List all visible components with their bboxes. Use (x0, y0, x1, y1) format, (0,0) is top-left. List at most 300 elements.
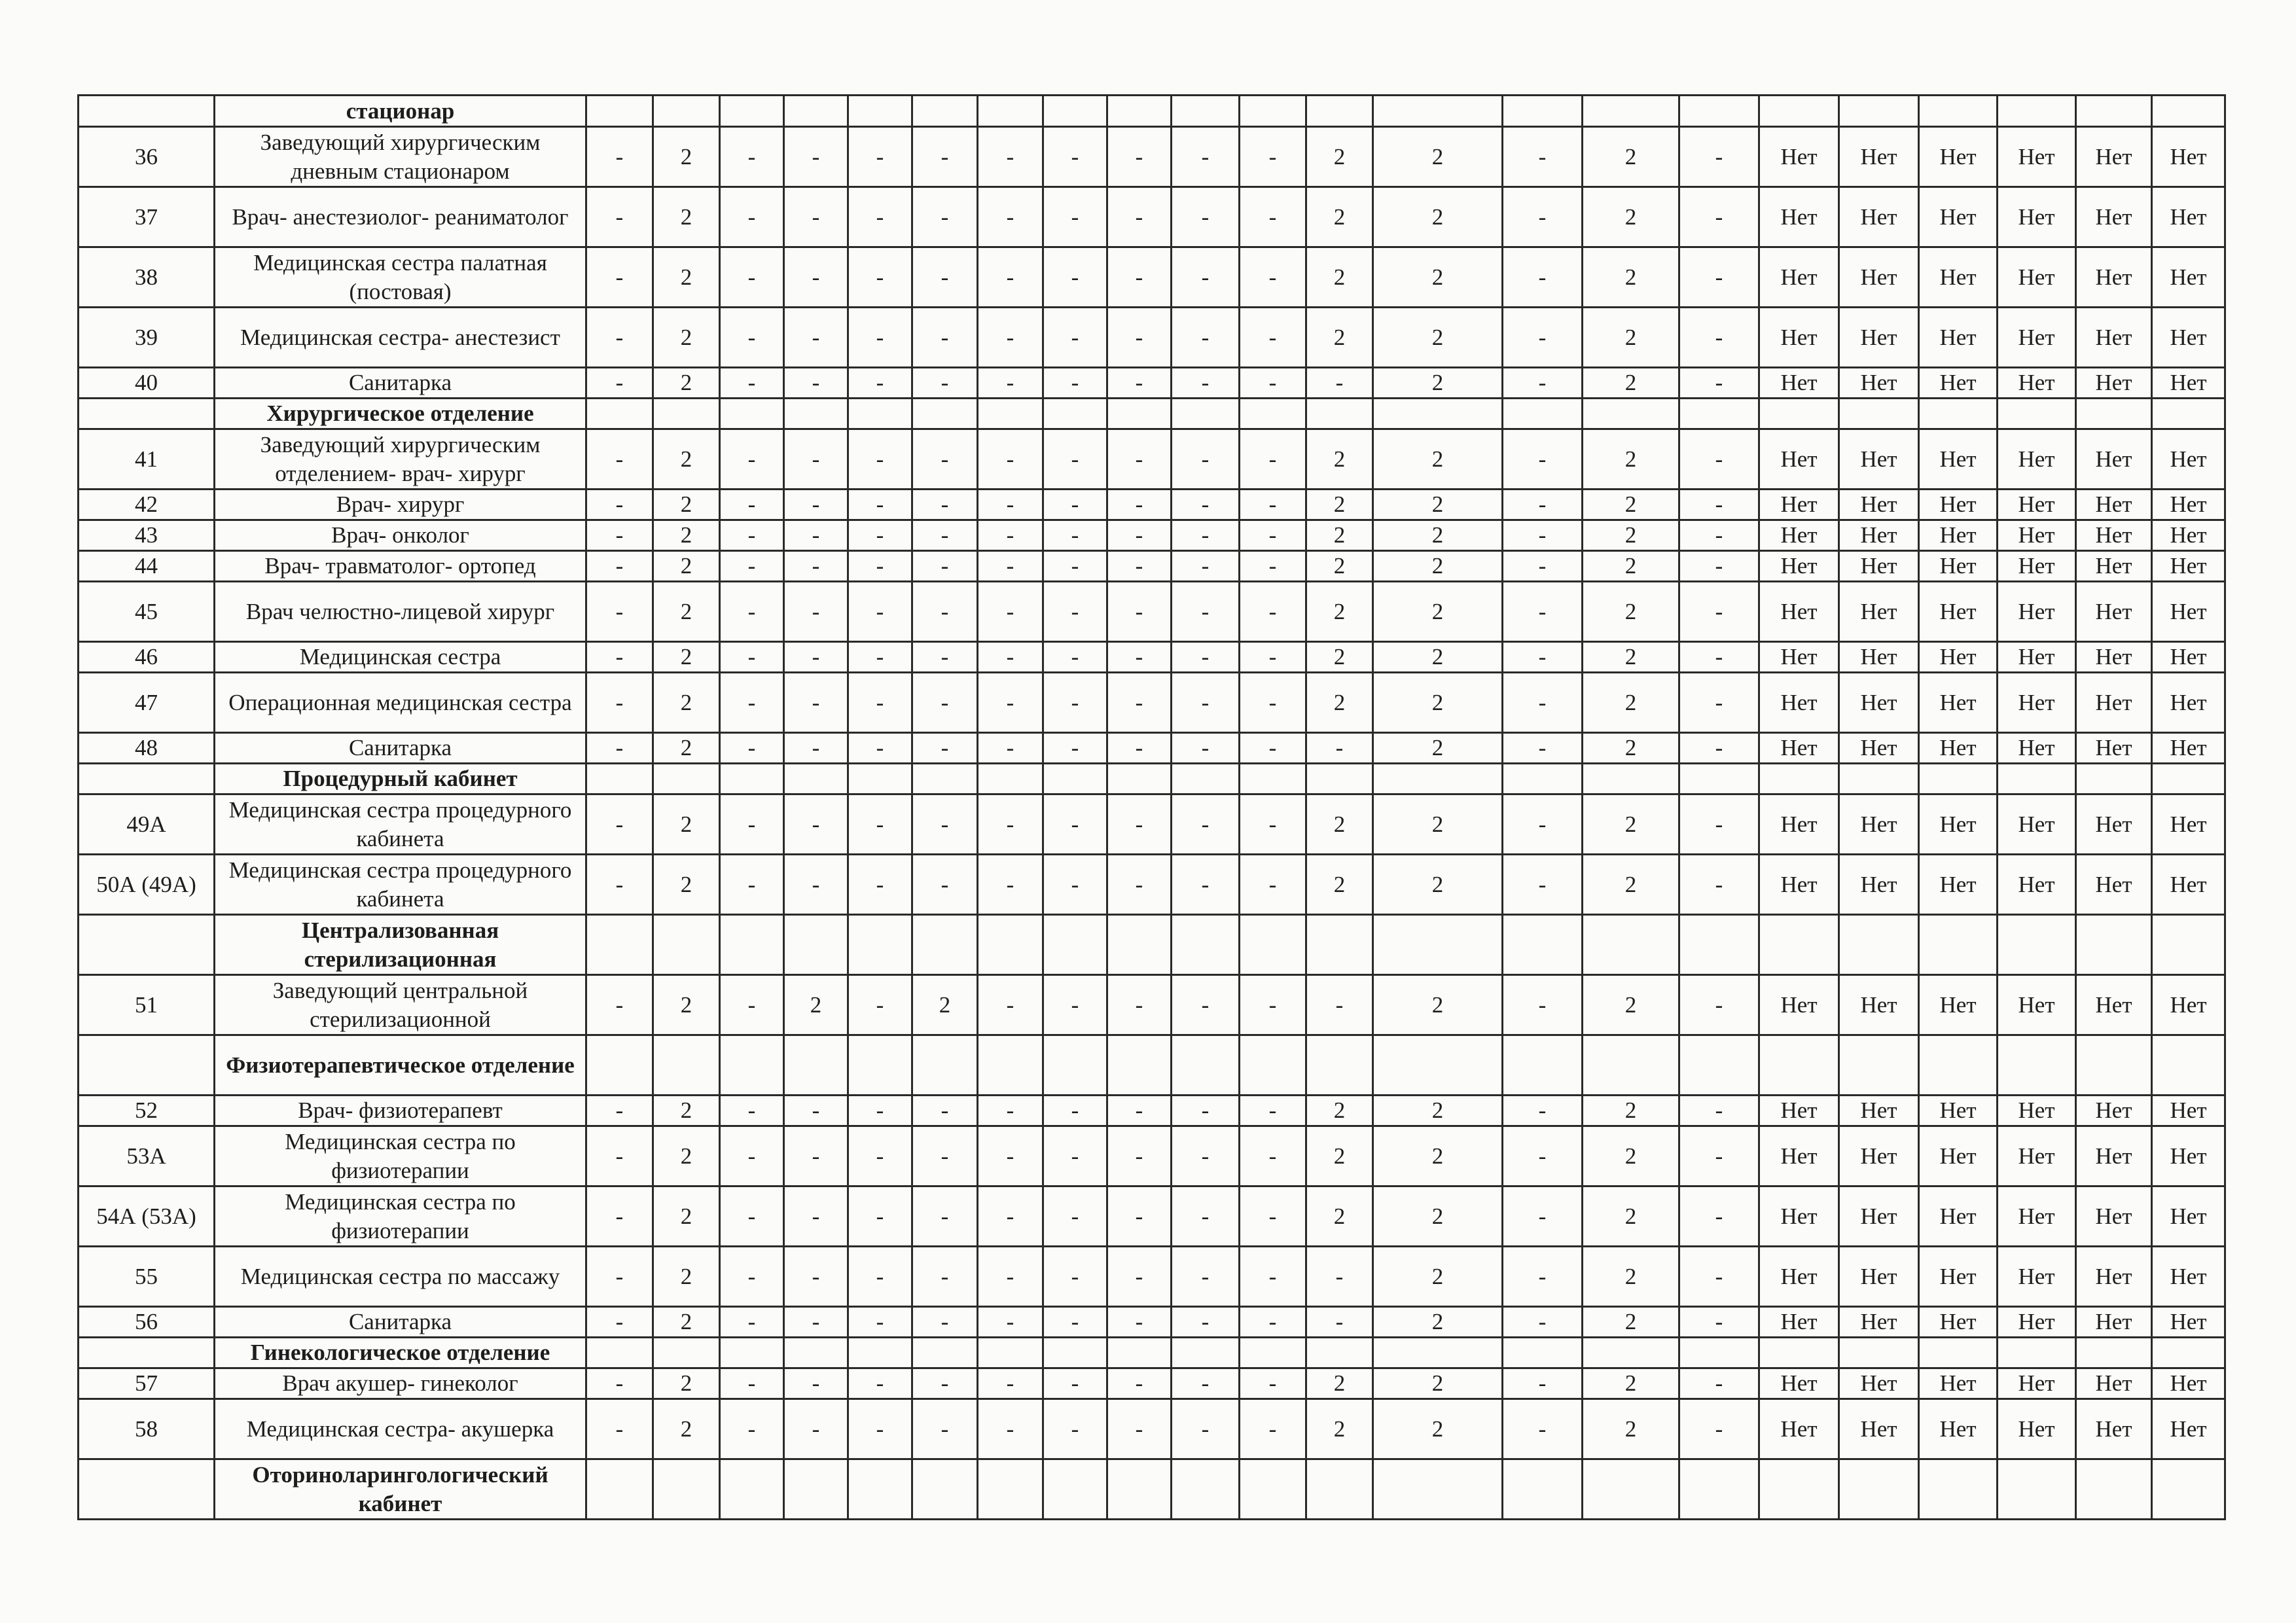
value-cell: - (1172, 582, 1240, 642)
value-cell: 2 (653, 1307, 720, 1338)
value-cell: Нет (1759, 429, 1839, 490)
value-cell: Нет (1998, 429, 2076, 490)
value-cell: - (1107, 642, 1172, 673)
value-cell: - (1043, 673, 1107, 733)
value-cell: - (720, 247, 784, 308)
value-cell: - (912, 490, 978, 520)
value-cell (1306, 1338, 1373, 1368)
value-cell: Нет (2152, 368, 2225, 399)
row-number: 37 (79, 187, 215, 247)
value-cell: 2 (912, 975, 978, 1035)
value-cell: - (1503, 1096, 1583, 1126)
value-cell: 2 (1306, 1126, 1373, 1186)
value-cell: - (848, 855, 912, 915)
value-cell: 2 (1306, 520, 1373, 551)
value-cell (1240, 1459, 1306, 1520)
value-cell: Нет (1998, 1307, 2076, 1338)
value-cell: - (848, 1399, 912, 1459)
value-cell: - (1043, 187, 1107, 247)
value-cell: - (1679, 490, 1759, 520)
value-cell: - (848, 520, 912, 551)
value-cell: Нет (1998, 1247, 2076, 1307)
value-cell: - (1043, 1247, 1107, 1307)
value-cell (1306, 399, 1373, 429)
value-cell: 2 (1583, 187, 1679, 247)
row-number: 51 (79, 975, 215, 1035)
value-cell: - (784, 673, 848, 733)
value-cell: - (1240, 855, 1306, 915)
value-cell (1172, 96, 1240, 127)
value-cell: - (1107, 520, 1172, 551)
value-cell (586, 915, 653, 975)
value-cell: 2 (1306, 794, 1373, 855)
value-cell: - (912, 582, 978, 642)
value-cell: Нет (2152, 520, 2225, 551)
table-row (79, 308, 2225, 368)
value-cell: - (720, 551, 784, 582)
value-cell (1172, 1459, 1240, 1520)
value-cell: - (848, 429, 912, 490)
position-name: Медицинская сестра (215, 642, 586, 673)
value-cell (912, 915, 978, 975)
value-cell: 2 (653, 490, 720, 520)
value-cell: - (1172, 855, 1240, 915)
value-cell: 2 (1583, 733, 1679, 764)
value-cell: - (784, 733, 848, 764)
value-cell: - (1503, 520, 1583, 551)
value-cell (2076, 1338, 2152, 1368)
value-cell (1503, 1338, 1583, 1368)
value-cell: - (1172, 368, 1240, 399)
value-cell (912, 1338, 978, 1368)
value-cell: 2 (1373, 247, 1503, 308)
value-cell: Нет (2152, 1126, 2225, 1186)
value-cell: - (720, 1368, 784, 1399)
value-cell: 2 (784, 975, 848, 1035)
value-cell: - (784, 1186, 848, 1247)
value-cell: - (784, 1399, 848, 1459)
value-cell: Нет (1919, 1186, 1998, 1247)
value-cell: Нет (1919, 794, 1998, 855)
value-cell (1759, 915, 1839, 975)
value-cell: Нет (1839, 1096, 1919, 1126)
value-cell (1919, 1338, 1998, 1368)
value-cell: 2 (1306, 642, 1373, 673)
position-name: Медицинская сестра по физиотерапии (215, 1126, 586, 1186)
value-cell (2152, 399, 2225, 429)
value-cell: - (912, 551, 978, 582)
value-cell: - (720, 733, 784, 764)
value-cell: 2 (1373, 642, 1503, 673)
row-number: 45 (79, 582, 215, 642)
value-cell: - (784, 1247, 848, 1307)
value-cell: Нет (1759, 520, 1839, 551)
value-cell: - (978, 1399, 1043, 1459)
value-cell (1172, 764, 1240, 794)
value-cell: - (848, 490, 912, 520)
value-cell: - (1172, 1247, 1240, 1307)
position-name: Врач челюстно-лицевой хирург (215, 582, 586, 642)
section-row (79, 915, 2225, 975)
value-cell: - (1043, 127, 1107, 187)
value-cell: Нет (2076, 1368, 2152, 1399)
value-cell (1839, 96, 1919, 127)
value-cell: 2 (1306, 1399, 1373, 1459)
value-cell (1107, 1338, 1172, 1368)
value-cell (1043, 915, 1107, 975)
value-cell: 2 (1373, 1307, 1503, 1338)
value-cell (1759, 1459, 1839, 1520)
value-cell: 2 (1583, 794, 1679, 855)
value-cell: 2 (653, 368, 720, 399)
value-cell (586, 764, 653, 794)
value-cell: Нет (1839, 127, 1919, 187)
row-number: 58 (79, 1399, 215, 1459)
value-cell: - (1240, 1368, 1306, 1399)
value-cell: - (1172, 975, 1240, 1035)
value-cell: 2 (653, 187, 720, 247)
value-cell: - (1503, 1126, 1583, 1186)
value-cell: 2 (1306, 308, 1373, 368)
value-cell: 2 (1583, 642, 1679, 673)
value-cell: Нет (2076, 1126, 2152, 1186)
row-number: 52 (79, 1096, 215, 1126)
value-cell: - (1043, 1307, 1107, 1338)
table-row (79, 582, 2225, 642)
value-cell (1240, 915, 1306, 975)
position-name: Медицинская сестра по физиотерапии (215, 1186, 586, 1247)
value-cell (1759, 764, 1839, 794)
value-cell (1839, 915, 1919, 975)
value-cell: - (784, 1096, 848, 1126)
position-name: Врач- хирург (215, 490, 586, 520)
value-cell: Нет (1839, 551, 1919, 582)
row-number (79, 1459, 215, 1520)
value-cell: - (978, 429, 1043, 490)
value-cell: Нет (1919, 308, 1998, 368)
section-row (79, 1338, 2225, 1368)
value-cell: 2 (1373, 551, 1503, 582)
value-cell: 2 (1373, 1186, 1503, 1247)
value-cell: - (1306, 368, 1373, 399)
value-cell: - (1172, 308, 1240, 368)
value-cell: - (1043, 1096, 1107, 1126)
value-cell: - (1240, 127, 1306, 187)
value-cell (1839, 1459, 1919, 1520)
value-cell: Нет (2076, 247, 2152, 308)
value-cell (2076, 96, 2152, 127)
value-cell (1373, 764, 1503, 794)
value-cell: - (1240, 551, 1306, 582)
value-cell: - (1503, 368, 1583, 399)
value-cell: - (1107, 582, 1172, 642)
value-cell: Нет (2152, 1307, 2225, 1338)
position-name: Операционная медицинская сестра (215, 673, 586, 733)
value-cell: 2 (1306, 127, 1373, 187)
value-cell (2076, 764, 2152, 794)
value-cell: - (978, 1247, 1043, 1307)
value-cell: Нет (2076, 1247, 2152, 1307)
value-cell (1919, 915, 1998, 975)
row-number: 50А (49А) (79, 855, 215, 915)
value-cell (1172, 915, 1240, 975)
value-cell: Нет (1759, 1247, 1839, 1307)
value-cell: Нет (2076, 490, 2152, 520)
value-cell: Нет (2152, 1399, 2225, 1459)
value-cell: Нет (2076, 582, 2152, 642)
value-cell: - (1679, 1368, 1759, 1399)
value-cell: Нет (2152, 1096, 2225, 1126)
value-cell: 2 (1583, 520, 1679, 551)
value-cell: - (1240, 247, 1306, 308)
value-cell: Нет (2152, 308, 2225, 368)
row-number: 40 (79, 368, 215, 399)
row-number: 48 (79, 733, 215, 764)
value-cell: Нет (1759, 1126, 1839, 1186)
value-cell: 2 (653, 1399, 720, 1459)
section-row (79, 96, 2225, 127)
value-cell: - (978, 975, 1043, 1035)
value-cell: - (1503, 794, 1583, 855)
value-cell (912, 399, 978, 429)
value-cell: - (1240, 733, 1306, 764)
value-cell: - (1503, 975, 1583, 1035)
value-cell (1583, 1338, 1679, 1368)
value-cell: - (1240, 794, 1306, 855)
value-cell: - (1172, 187, 1240, 247)
value-cell: - (586, 1186, 653, 1247)
value-cell: - (1306, 975, 1373, 1035)
value-cell: - (1043, 733, 1107, 764)
value-cell: - (978, 308, 1043, 368)
value-cell: - (912, 1368, 978, 1399)
value-cell: - (586, 127, 653, 187)
value-cell: Нет (1919, 642, 1998, 673)
value-cell (1240, 1338, 1306, 1368)
value-cell: - (720, 308, 784, 368)
value-cell: - (912, 794, 978, 855)
value-cell: - (720, 127, 784, 187)
value-cell: - (720, 1247, 784, 1307)
value-cell: - (1043, 1368, 1107, 1399)
value-cell: Нет (1759, 642, 1839, 673)
table-row (79, 1126, 2225, 1186)
value-cell (1998, 1338, 2076, 1368)
value-cell: Нет (1759, 490, 1839, 520)
value-cell: - (586, 1368, 653, 1399)
position-name: Медицинская сестра- анестезист (215, 308, 586, 368)
row-number (79, 1035, 215, 1096)
value-cell: - (1679, 551, 1759, 582)
value-cell: - (848, 127, 912, 187)
value-cell: - (848, 642, 912, 673)
value-cell: - (1172, 733, 1240, 764)
value-cell: 2 (653, 1247, 720, 1307)
value-cell (1306, 764, 1373, 794)
value-cell: - (978, 673, 1043, 733)
value-cell (1679, 1035, 1759, 1096)
value-cell: Нет (1759, 247, 1839, 308)
value-cell: 2 (1306, 582, 1373, 642)
value-cell: Нет (1759, 187, 1839, 247)
value-cell: Нет (2076, 520, 2152, 551)
value-cell (1759, 399, 1839, 429)
table-row (79, 673, 2225, 733)
value-cell (1583, 96, 1679, 127)
value-cell: - (1107, 1186, 1172, 1247)
value-cell: - (720, 582, 784, 642)
value-cell: 2 (1583, 1096, 1679, 1126)
value-cell: - (586, 975, 653, 1035)
value-cell: - (1240, 582, 1306, 642)
value-cell (2152, 1459, 2225, 1520)
value-cell: - (978, 1126, 1043, 1186)
value-cell: Нет (1998, 1399, 2076, 1459)
value-cell (1373, 96, 1503, 127)
value-cell: - (586, 1096, 653, 1126)
value-cell: - (720, 520, 784, 551)
value-cell (1306, 915, 1373, 975)
table-row (79, 127, 2225, 187)
value-cell: - (586, 308, 653, 368)
value-cell: - (1679, 308, 1759, 368)
value-cell: 2 (1373, 308, 1503, 368)
value-cell: - (912, 1126, 978, 1186)
value-cell: - (1043, 582, 1107, 642)
value-cell: - (720, 490, 784, 520)
value-cell: - (912, 1186, 978, 1247)
value-cell: - (586, 733, 653, 764)
value-cell: - (586, 187, 653, 247)
value-cell: 2 (653, 1368, 720, 1399)
value-cell: Нет (1998, 551, 2076, 582)
value-cell: Нет (1759, 794, 1839, 855)
value-cell: Нет (1839, 1247, 1919, 1307)
value-cell: - (1043, 308, 1107, 368)
value-cell: 2 (1306, 1368, 1373, 1399)
value-cell: - (1679, 855, 1759, 915)
value-cell: 2 (1373, 1126, 1503, 1186)
value-cell (1919, 1459, 1998, 1520)
value-cell: 2 (653, 429, 720, 490)
value-cell: - (848, 308, 912, 368)
value-cell: - (1172, 673, 1240, 733)
value-cell: - (1503, 490, 1583, 520)
value-cell (848, 1035, 912, 1096)
value-cell: Нет (1839, 642, 1919, 673)
value-cell: - (912, 308, 978, 368)
value-cell (2152, 96, 2225, 127)
value-cell: - (1240, 187, 1306, 247)
value-cell: - (784, 127, 848, 187)
value-cell: Нет (1839, 794, 1919, 855)
value-cell: 2 (1373, 855, 1503, 915)
value-cell: Нет (1759, 855, 1839, 915)
value-cell: 2 (1373, 733, 1503, 764)
value-cell: Нет (2152, 490, 2225, 520)
section-title: Физиотерапевтическое отделение (215, 1035, 586, 1096)
value-cell: Нет (1839, 1186, 1919, 1247)
value-cell: 2 (653, 975, 720, 1035)
value-cell (2152, 915, 2225, 975)
value-cell: - (1172, 520, 1240, 551)
value-cell: Нет (1998, 1186, 2076, 1247)
row-number: 54А (53А) (79, 1186, 215, 1247)
value-cell: Нет (2152, 582, 2225, 642)
value-cell: - (978, 642, 1043, 673)
row-number: 39 (79, 308, 215, 368)
value-cell: 2 (1583, 1368, 1679, 1399)
value-cell: - (1107, 1126, 1172, 1186)
value-cell (848, 1338, 912, 1368)
value-cell: - (978, 794, 1043, 855)
value-cell: - (1240, 673, 1306, 733)
value-cell: - (848, 673, 912, 733)
value-cell: - (784, 642, 848, 673)
value-cell (1107, 915, 1172, 975)
row-number: 47 (79, 673, 215, 733)
section-title: стационар (215, 96, 586, 127)
value-cell: Нет (2076, 308, 2152, 368)
value-cell: 2 (653, 582, 720, 642)
value-cell (2152, 1035, 2225, 1096)
value-cell: Нет (1998, 187, 2076, 247)
value-cell: Нет (1759, 551, 1839, 582)
value-cell (1998, 764, 2076, 794)
value-cell: - (1306, 1307, 1373, 1338)
value-cell (1759, 1035, 1839, 1096)
value-cell (2076, 1459, 2152, 1520)
value-cell: Нет (1759, 1096, 1839, 1126)
value-cell (586, 1338, 653, 1368)
value-cell: Нет (2076, 794, 2152, 855)
value-cell: 2 (653, 308, 720, 368)
value-cell: - (1043, 794, 1107, 855)
value-cell (1583, 915, 1679, 975)
value-cell: - (1240, 1399, 1306, 1459)
value-cell: 2 (1583, 582, 1679, 642)
value-cell (1679, 399, 1759, 429)
value-cell: Нет (1839, 1399, 1919, 1459)
value-cell: - (1503, 673, 1583, 733)
value-cell: Нет (1839, 1307, 1919, 1338)
value-cell: Нет (2152, 733, 2225, 764)
value-cell: - (912, 733, 978, 764)
table-row (79, 490, 2225, 520)
row-number: 43 (79, 520, 215, 551)
value-cell: - (1679, 975, 1759, 1035)
value-cell: - (586, 1247, 653, 1307)
value-cell: - (784, 1368, 848, 1399)
value-cell: 2 (653, 855, 720, 915)
value-cell: - (586, 642, 653, 673)
value-cell (1306, 1035, 1373, 1096)
value-cell: - (848, 247, 912, 308)
value-cell: - (1172, 1368, 1240, 1399)
value-cell (784, 1338, 848, 1368)
value-cell: - (586, 855, 653, 915)
value-cell: Нет (1998, 1126, 2076, 1186)
value-cell: Нет (2152, 187, 2225, 247)
value-cell: Нет (2076, 1096, 2152, 1126)
value-cell: 2 (1373, 490, 1503, 520)
value-cell (1583, 1459, 1679, 1520)
value-cell (1240, 764, 1306, 794)
value-cell: Нет (2152, 551, 2225, 582)
value-cell: 2 (1373, 127, 1503, 187)
value-cell: - (1043, 247, 1107, 308)
position-name: Заведующий хирургическим дневным стационаром (215, 127, 586, 187)
